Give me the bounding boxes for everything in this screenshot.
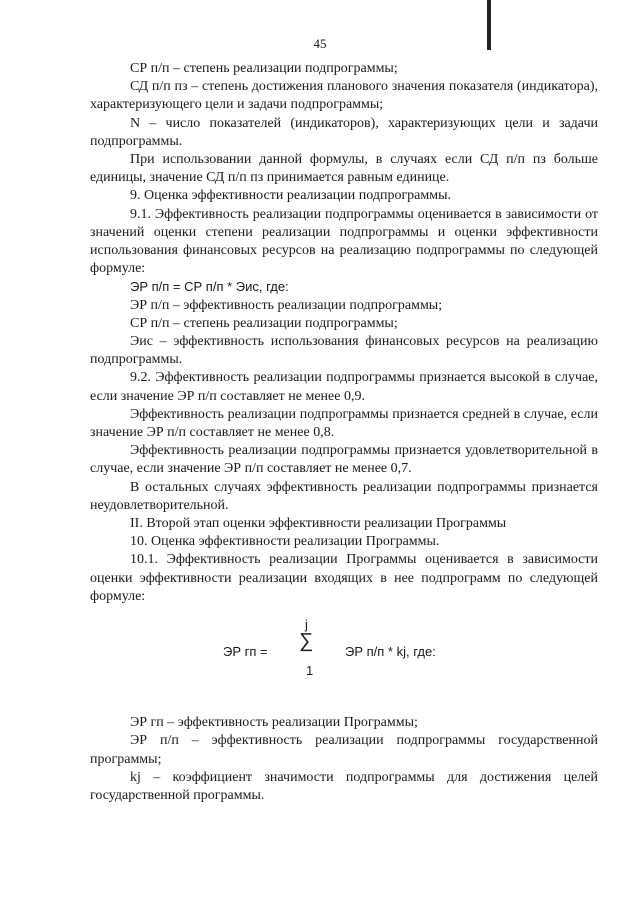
- formula-lhs: ЭР гп =: [223, 644, 268, 660]
- page-number: 45: [313, 36, 327, 51]
- paragraph: Эффективность реализации подпрограммы признается удовлетворительной в случае, если значение ЭР п/п составляет не менее 0,7.: [90, 443, 598, 477]
- paragraph: 9.2. Эффективность реализации подпрограммы признается высокой в случае, если значение ЭР п/п составляет не менее 0,9.: [90, 370, 598, 404]
- paragraph: СР п/п – степень реализации подпрограммы;: [130, 61, 398, 76]
- section-title: 10. Оценка эффективности реализации Программы.: [130, 534, 440, 550]
- paragraph: В остальных случаях эффективность реализации подпрограммы признается неудовлетворительной.: [90, 479, 598, 513]
- paragraph: При использовании данной формулы, в случаях если СД п/п пз больше единицы, значение СД п/п пз принимается равным единице.: [90, 152, 598, 186]
- sum-sigma-symbol: ∑: [299, 630, 314, 653]
- section-title: 9. Оценка эффективности реализации подпрограммы.: [130, 188, 452, 204]
- paragraph: kj – коэффициент значимости подпрограммы для достижения целей государственной программы.: [90, 769, 598, 803]
- sum-upper-limit: j: [305, 617, 308, 633]
- paragraph: Эис – эффективность использования финансовых ресурсов на реализацию подпрограммы.: [90, 334, 598, 368]
- paragraph: Эффективность реализации подпрограммы признается средней в случае, если значение ЭР п/п составляет не менее 0,8.: [90, 406, 598, 441]
- formula-program-efficiency: [90, 616, 598, 688]
- paragraph: ЭР п/п – эффективность реализации подпрограммы государственной программы;: [90, 733, 598, 767]
- document-body: [90, 60, 598, 805]
- section-heading: II. Второй этап оценки эффективности реализации Программы: [130, 516, 507, 532]
- sum-lower-limit: 1: [306, 663, 314, 679]
- paragraph: ЭР гп – эффективность реализации Программы;: [130, 715, 418, 731]
- paragraph: СД п/п пз – степень достижения планового значения показателя (индикатора), характеризующего цели и задачи подпрограммы;: [90, 79, 598, 113]
- paragraph: N – число показателей (индикаторов), характеризующих цели и задачи подпрограммы.: [90, 115, 598, 149]
- formula-rhs: ЭР п/п * kj, где:: [345, 644, 436, 660]
- paragraph: ЭР п/п – эффективность реализации подпрограммы;: [130, 297, 443, 313]
- formula-subprogram-efficiency: ЭР п/п = СР п/п * Эис, где:: [130, 279, 289, 295]
- paragraph: 9.1. Эффективность реализации подпрограммы оценивается в зависимости от значений оценки степени реализации подпрограммы и оценки эффективности использования финансовых ресурсов на реализацию подпрограммы по следующей формуле:: [90, 206, 598, 277]
- paragraph: 10.1. Эффективность реализации Программы оценивается в зависимости оценки эффективности реализации входящих в нее подпрограмм по следующей формуле:: [90, 552, 598, 604]
- paragraph: СР п/п – степень реализации подпрограммы;: [130, 315, 398, 331]
